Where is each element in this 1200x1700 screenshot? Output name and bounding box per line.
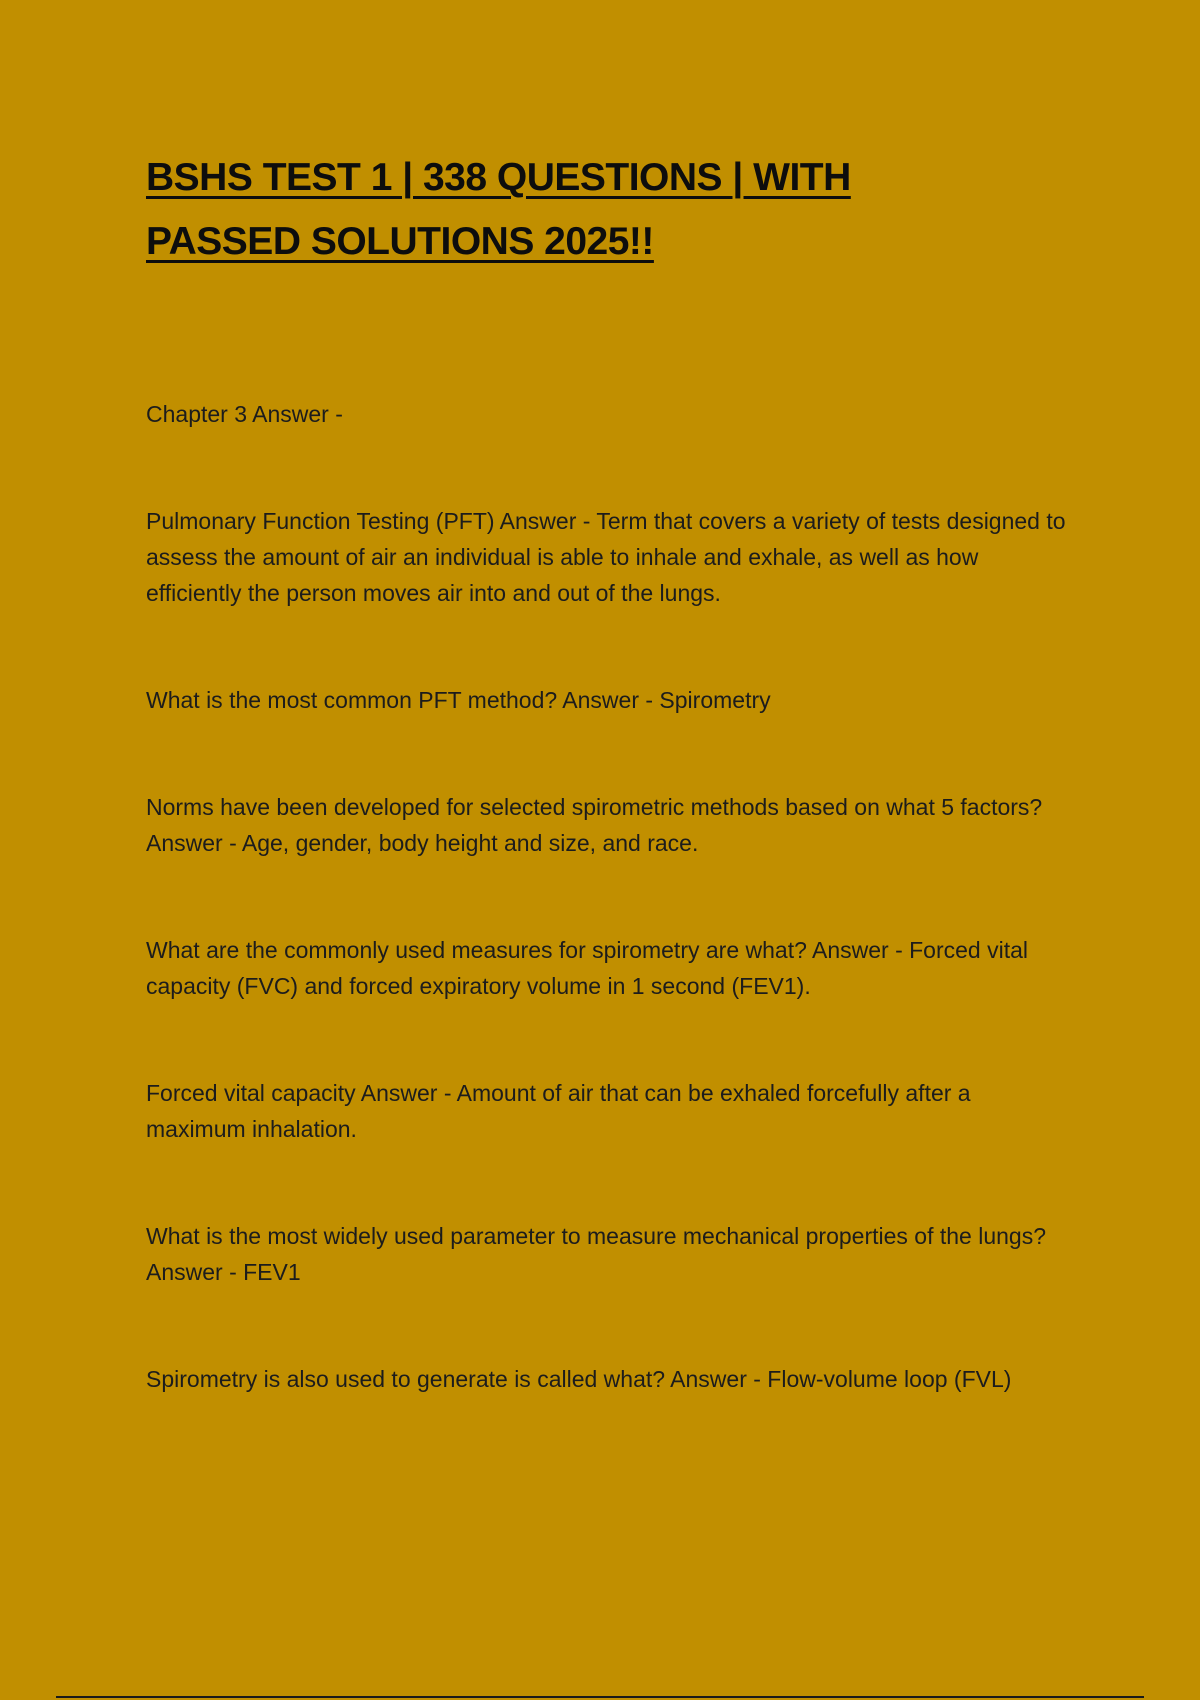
document-title xyxy=(146,146,966,274)
qa-entry: Forced vital capacity Answer - Amount of air that can be exhaled forcefully after a maximum inhalation. xyxy=(146,1080,971,1142)
qa-entry: What is the most widely used parameter to measure mechanical properties of the lungs? Answer - FEV1 xyxy=(146,1223,1046,1285)
qa-entry: Pulmonary Function Testing (PFT) Answer - Term that covers a variety of tests designed to assess the amount of air an individual is able to inhale and exhale, as well as how efficiently the person moves air into and out of the lungs. xyxy=(146,508,1066,606)
document-title-line-2: PASSED SOLUTIONS 2025!! xyxy=(146,220,654,263)
qa-entry: What is the most common PFT method? Answer - Spirometry xyxy=(146,687,771,713)
qa-entry: Norms have been developed for selected spirometric methods based on what 5 factors? Answer - Age, gender, body height and size, and race. xyxy=(146,794,1043,856)
qa-entry: What are the commonly used measures for spirometry are what? Answer - Forced vital capacity (FVC) and forced expiratory volume in 1 second (FEV1). xyxy=(146,937,1029,999)
qa-entry: Spirometry is also used to generate is called what? Answer - Flow-volume loop (FVL) xyxy=(146,1366,1012,1392)
footer-divider xyxy=(56,1696,1144,1698)
qa-list xyxy=(146,396,1066,1397)
qa-entry-chapter-heading: Chapter 3 Answer - xyxy=(146,401,343,427)
document-title-line-1: BSHS TEST 1 | 338 QUESTIONS | WITH xyxy=(146,156,851,199)
